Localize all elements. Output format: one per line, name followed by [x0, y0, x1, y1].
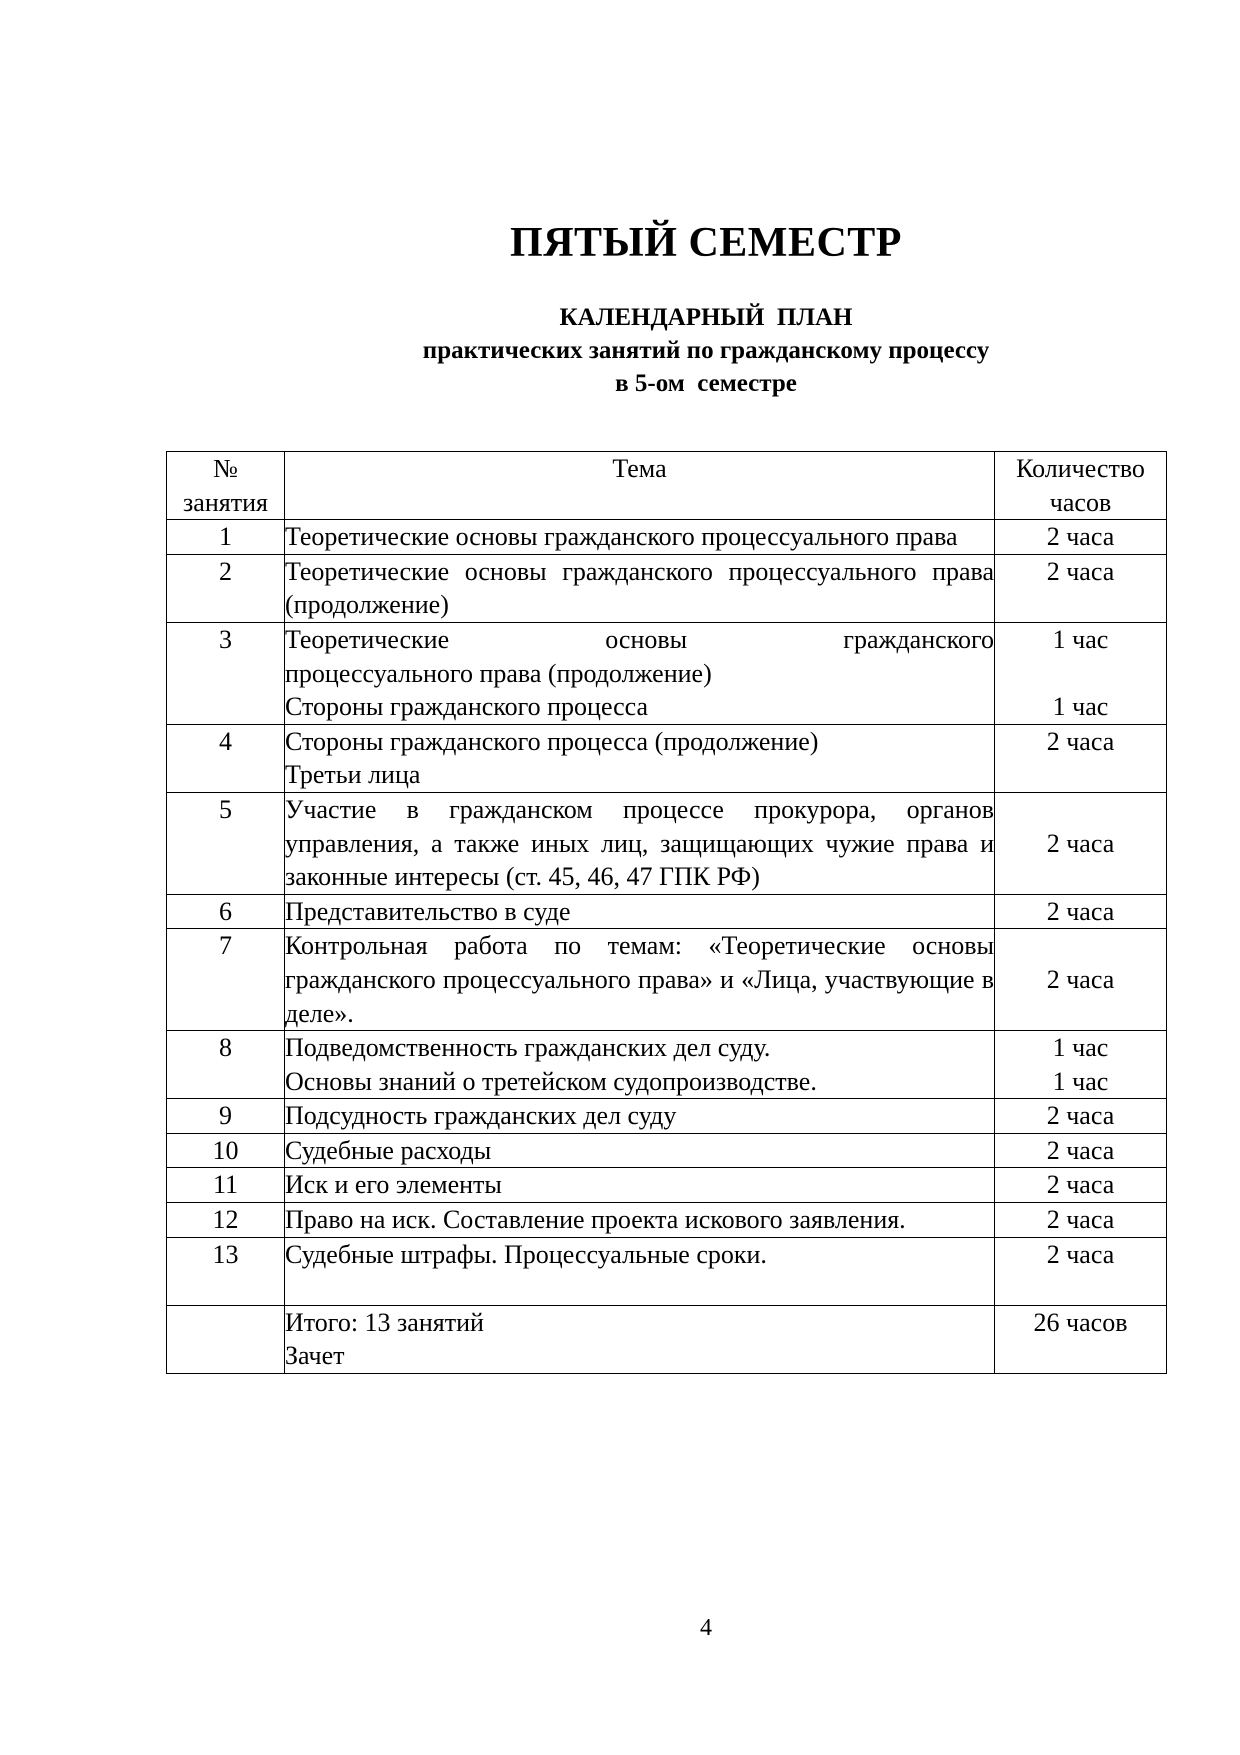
lesson-topic: Теоретические основы гражданского процессуального права [285, 520, 995, 555]
table-row [167, 792, 1167, 894]
lesson-topic: Участие в гражданском процессе прокурора, органов управления, а также иных лиц, защищающих чужие права и законные интересы (ст. 45, 46, 47 ГПК РФ) [285, 792, 995, 894]
lesson-number: 1 [167, 520, 285, 555]
lesson-number: 2 [167, 554, 285, 622]
lesson-number: 6 [167, 894, 285, 929]
total-topic [285, 1305, 995, 1373]
lesson-topic: Право на иск. Составление проекта искового заявления. [285, 1203, 995, 1238]
lesson-topic: Подведомственность гражданских дел суду. Основы знаний о третейском судопроизводстве. [285, 1031, 995, 1099]
table-row [167, 1031, 1167, 1099]
lesson-hours: 2 часа [995, 792, 1167, 894]
header-hours: Количество часов [995, 452, 1167, 520]
lesson-topic: Подсудность гражданских дел суду [285, 1099, 995, 1134]
lesson-number: 9 [167, 1099, 285, 1134]
lesson-number: 3 [167, 622, 285, 724]
total-note: Зачет [285, 1341, 345, 1371]
lesson-number: 12 [167, 1203, 285, 1238]
table-row [167, 1133, 1167, 1168]
lesson-number: 11 [167, 1168, 285, 1203]
table-row [167, 1168, 1167, 1203]
schedule-table [166, 451, 1167, 1374]
total-number-cell [167, 1305, 285, 1373]
lesson-topic: Контрольная работа по темам: «Теоретические основы гражданского процессуального права» и «Лица, участвующие в деле». [285, 929, 995, 1031]
header-topic: Тема [285, 452, 995, 520]
lesson-hours: 2 часа [995, 724, 1167, 792]
table-row [167, 1203, 1167, 1238]
lesson-hours: 2 часа [995, 554, 1167, 622]
lesson-hours: 1 час 1 час [995, 622, 1167, 724]
lesson-hours: 2 часа [995, 894, 1167, 929]
total-label: Итого: 13 занятий [285, 1307, 484, 1337]
table-row [167, 724, 1167, 792]
lesson-hours: 2 часа [995, 1168, 1167, 1203]
lesson-number: 13 [167, 1237, 285, 1305]
lesson-hours: 2 часа [995, 520, 1167, 555]
plan-heading-line-2: практических занятий по гражданскому процессу [422, 337, 990, 364]
page-title: ПЯТЫЙ СЕМЕСТР [510, 220, 902, 266]
lesson-hours: 2 часа [995, 1099, 1167, 1134]
lesson-hours: 2 часа [995, 1203, 1167, 1238]
lesson-number: 4 [167, 724, 285, 792]
lesson-number: 5 [167, 792, 285, 894]
header-lesson-number: № занятия [167, 452, 285, 520]
table-row [167, 1099, 1167, 1134]
lesson-hours: 1 час 1 час [995, 1031, 1167, 1099]
table-row [167, 520, 1167, 555]
plan-heading [0, 301, 1240, 400]
page-number: 4 [700, 1615, 712, 1641]
lesson-number: 7 [167, 929, 285, 1031]
table-row [167, 894, 1167, 929]
lesson-topic: Судебные расходы [285, 1133, 995, 1168]
table-row [167, 929, 1167, 1031]
lesson-hours: 2 часа [995, 929, 1167, 1031]
lesson-hours: 2 часа [995, 1237, 1167, 1305]
plan-heading-line-3: в 5-ом семестре [615, 370, 797, 397]
lesson-hours: 2 часа [995, 1133, 1167, 1168]
total-hours: 26 часов [995, 1305, 1167, 1373]
lesson-number: 10 [167, 1133, 285, 1168]
table-row [167, 1237, 1167, 1305]
total-row [167, 1305, 1167, 1373]
lesson-topic: Теоретические основы гражданского процессуального права (продолжение) [285, 554, 995, 622]
lesson-topic: Представительство в суде [285, 894, 995, 929]
lesson-topic: Теоретические основы гражданского процессуального права (продолжение) Стороны гражданского процесса [285, 622, 995, 724]
lesson-topic: Иск и его элементы [285, 1168, 995, 1203]
header-row [167, 452, 1167, 520]
plan-heading-line-1: КАЛЕНДАРНЫЙ ПЛАН [559, 304, 853, 331]
lesson-topic: Судебные штрафы. Процессуальные сроки. [285, 1237, 995, 1305]
table-row [167, 622, 1167, 724]
lesson-number: 8 [167, 1031, 285, 1099]
lesson-topic: Стороны гражданского процесса (продолжение) Третьи лица [285, 724, 995, 792]
table-row [167, 554, 1167, 622]
